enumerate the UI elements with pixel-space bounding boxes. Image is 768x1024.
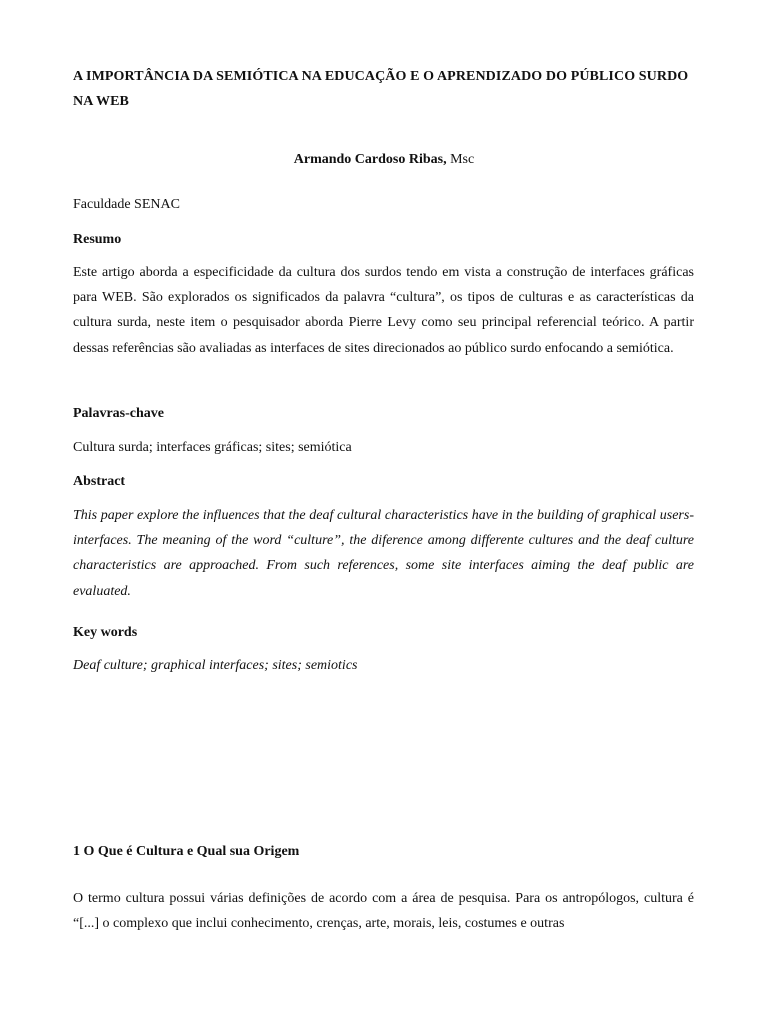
author-name: Armando Cardoso Ribas, — [293, 152, 447, 167]
paper-title: A IMPORTÂNCIA DA SEMIÓTICA NA EDUCAÇÃO E O APRENDIZADO DO PÚBLICO SURDO NA WEB — [73, 69, 689, 109]
keywords-text: Deaf culture; graphical interfaces; sites; semiotics — [73, 658, 358, 673]
affiliation: Faculdade SENAC — [73, 197, 180, 212]
keywords-heading: Key words — [73, 625, 138, 640]
palavras-chave-heading: Palavras-chave — [73, 406, 164, 421]
author-degree: Msc — [446, 152, 475, 167]
section-1-heading: 1 O Que é Cultura e Qual sua Origem — [73, 844, 300, 859]
resumo-heading: Resumo — [73, 232, 122, 247]
section-1-paragraph: O termo cultura possui várias definições de acordo com a área de pesquisa. Para os antropólogos, cultura é “[...] o complexo que inclui conhecimento, crenças, arte, morais, leis, costumes e outras — [73, 891, 694, 932]
author-line — [0, 148, 768, 172]
resumo-paragraph: Este artigo aborda a especificidade da cultura dos surdos tendo em vista a construção de interfaces gráficas para WEB. São explorados os significados da palavra “cultura”, os tipos de culturas e as características da cultura surda, neste item o pesquisador aborda Pierre Levy como seu principal referencial teórico. A partir dessas referências são avaliadas as interfaces de sites direcionados ao público surdo enfocando a semiótica. — [73, 265, 694, 356]
abstract-paragraph: This paper explore the influences that the deaf cultural characteristics have in the building of graphical users-interfaces. The meaning of the word “culture”, the diference among differente cultures and the deaf culture characteristics are approached. From such references, some site interfaces aiming the deaf public are evaluated. — [73, 508, 694, 599]
palavras-chave-text: Cultura surda; interfaces gráficas; sites; semiótica — [73, 440, 352, 455]
abstract-heading: Abstract — [73, 474, 126, 489]
